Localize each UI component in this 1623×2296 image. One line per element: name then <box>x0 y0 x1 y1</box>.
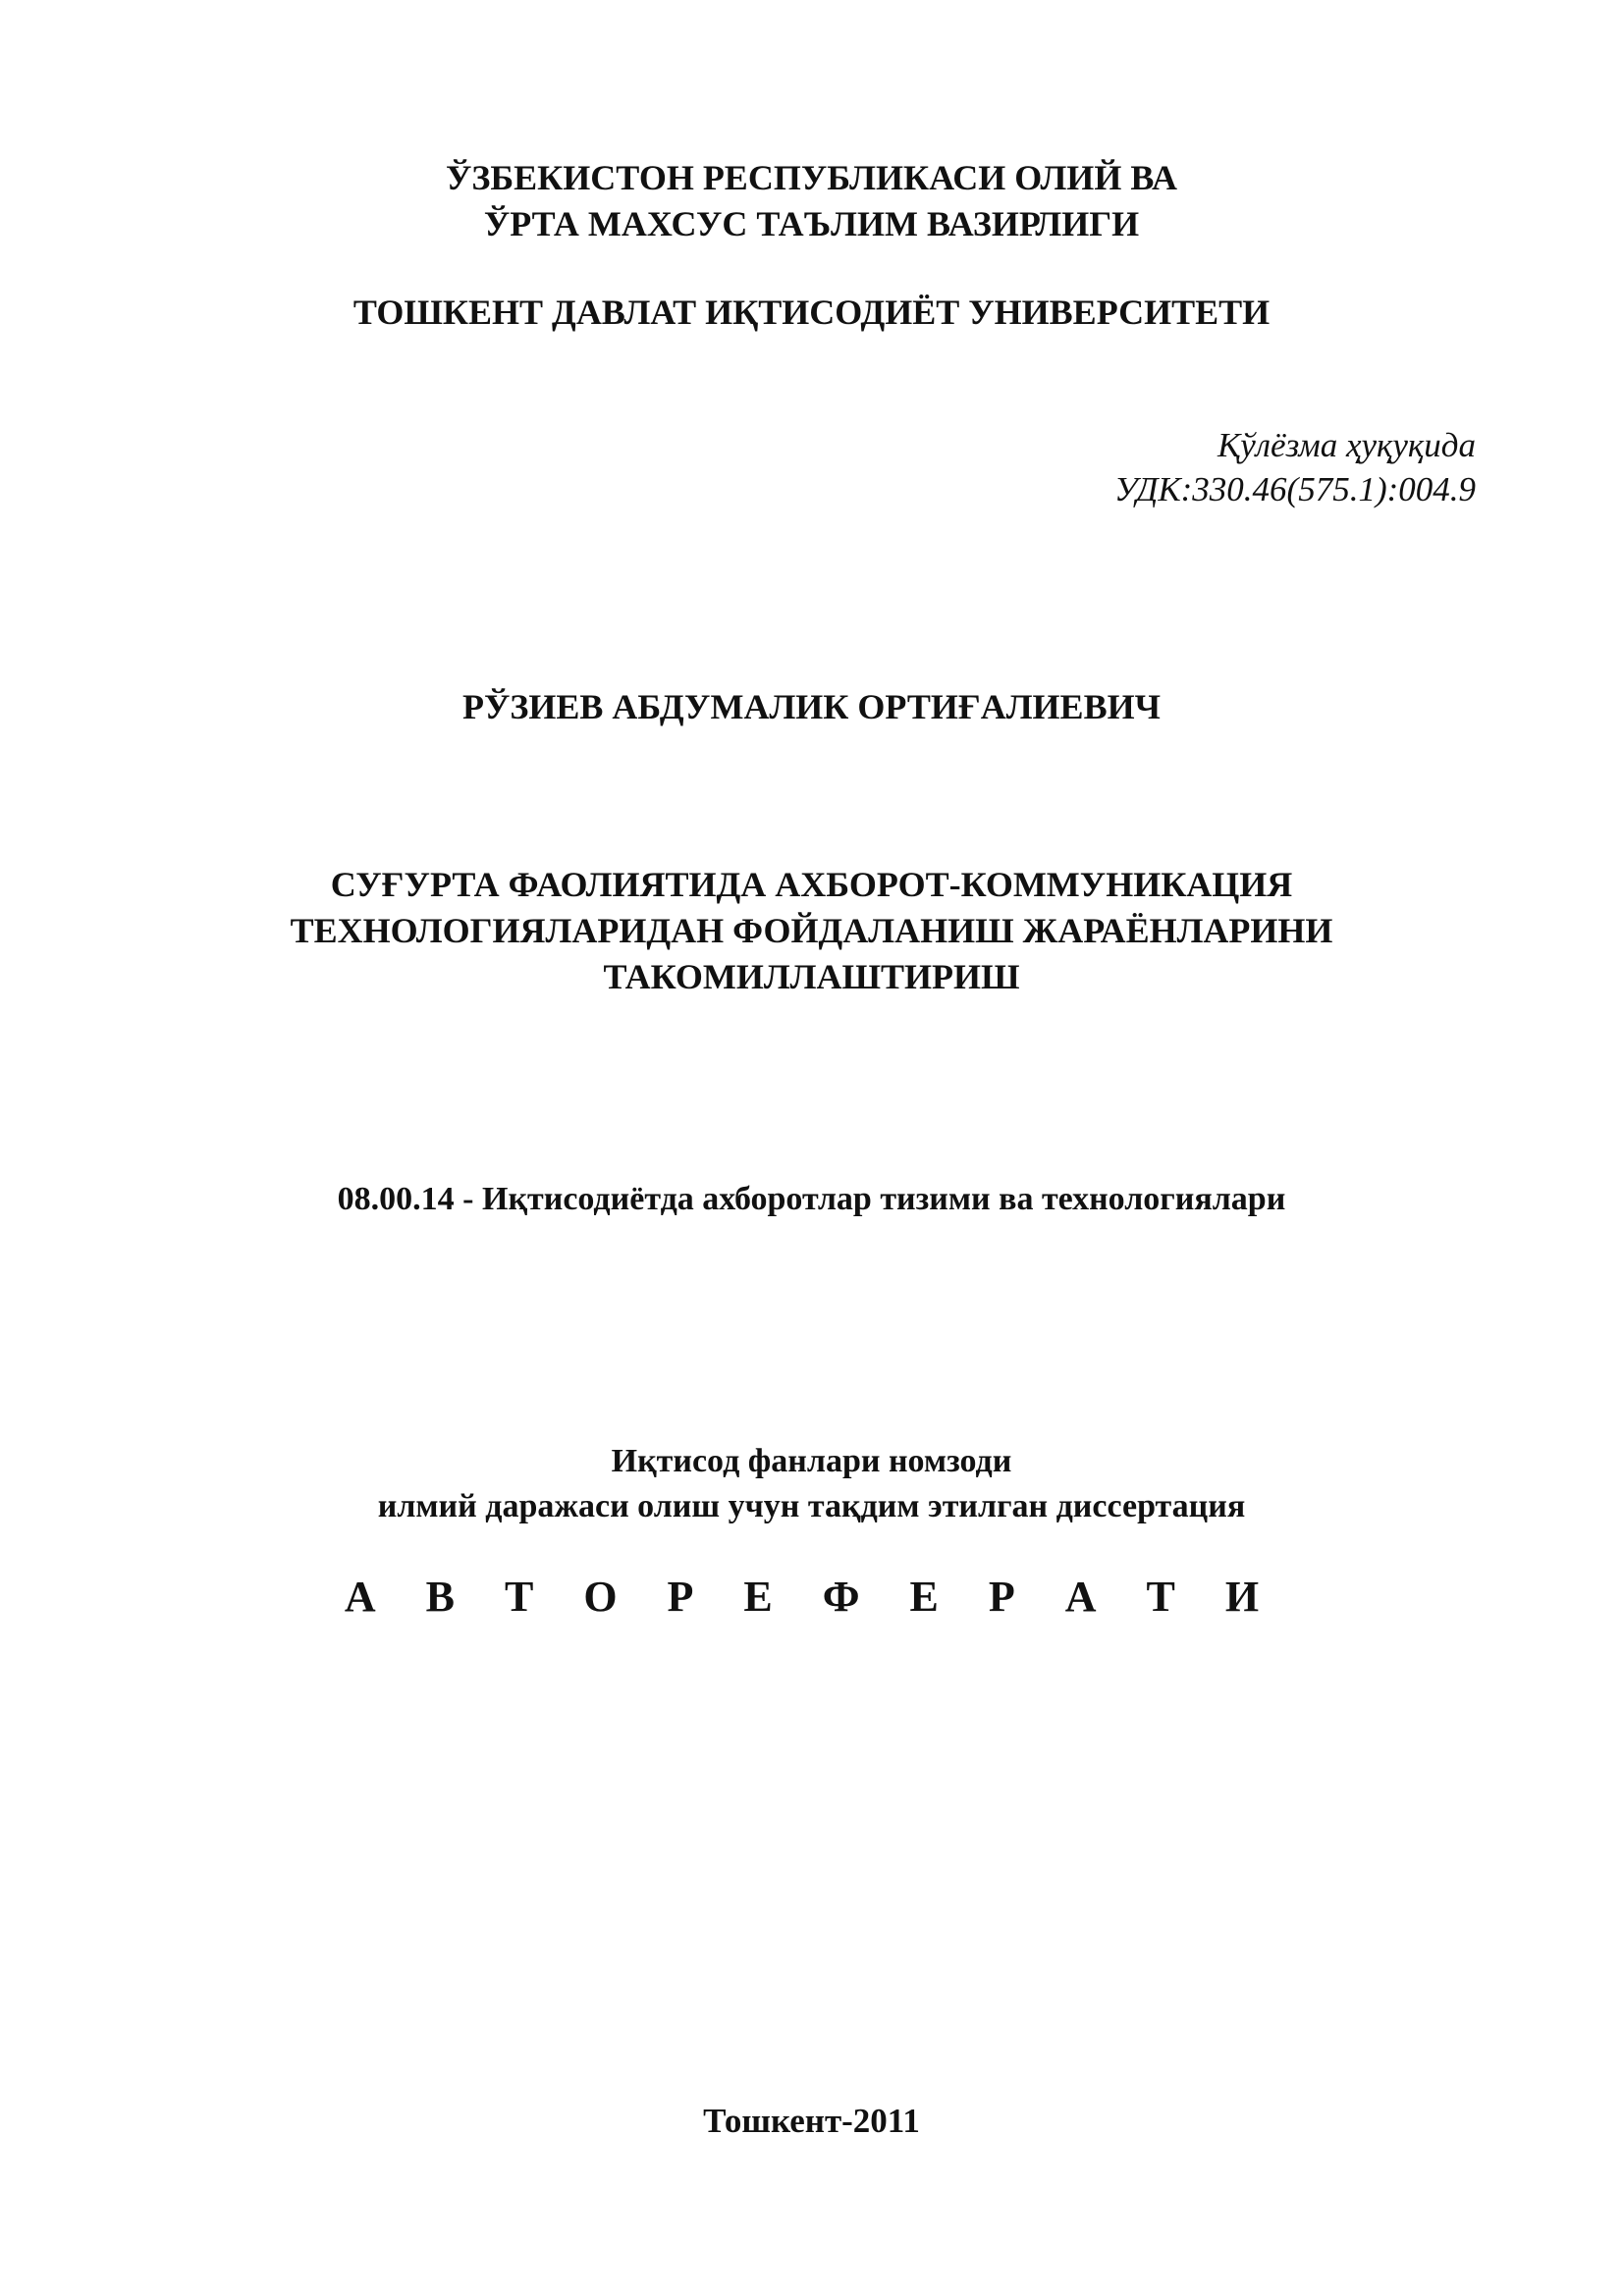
manuscript-rights: Қўлёзма ҳуқуқида <box>1217 426 1476 464</box>
ministry-line-2: ЎРТА МАХСУС ТАЪЛИМ ВАЗИРЛИГИ <box>483 204 1140 243</box>
degree-line-1: Иқтисод фанлари номзоди <box>611 1443 1012 1479</box>
degree-line-2: илмий даражаси олиш учун тақдим этилган диссертация <box>377 1488 1246 1524</box>
document-type: А В Т О Р Е Ф Е Р А Т И <box>344 1573 1279 1621</box>
title-line-2: ТЕХНОЛОГИЯЛАРИДАН ФОЙДАЛАНИШ ЖАРАЁНЛАРИНИ <box>290 911 1333 950</box>
udk-code: УДК:330.46(575.1):004.9 <box>1113 470 1476 508</box>
specialty-code: 08.00.14 - Иқтисодиётда ахборотлар тизими ва технологиялари <box>337 1181 1286 1217</box>
place-and-year: Тошкент-2011 <box>703 2102 920 2140</box>
ministry-line-1: ЎЗБЕКИСТОН РЕСПУБЛИКАСИ ОЛИЙ ВА <box>445 158 1178 197</box>
university-name: ТОШКЕНТ ДАВЛАТ ИҚТИСОДИЁТ УНИВЕРСИТЕТИ <box>352 293 1271 332</box>
author-name: РЎЗИЕВ АБДУМАЛИК ОРТИҒАЛИЕВИЧ <box>461 687 1162 726</box>
title-line-1: СУҒУРТА ФАОЛИЯТИДА АХБОРОТ-КОММУНИКАЦИЯ <box>330 865 1293 904</box>
title-line-3: ТАКОМИЛЛАШТИРИШ <box>603 957 1020 996</box>
